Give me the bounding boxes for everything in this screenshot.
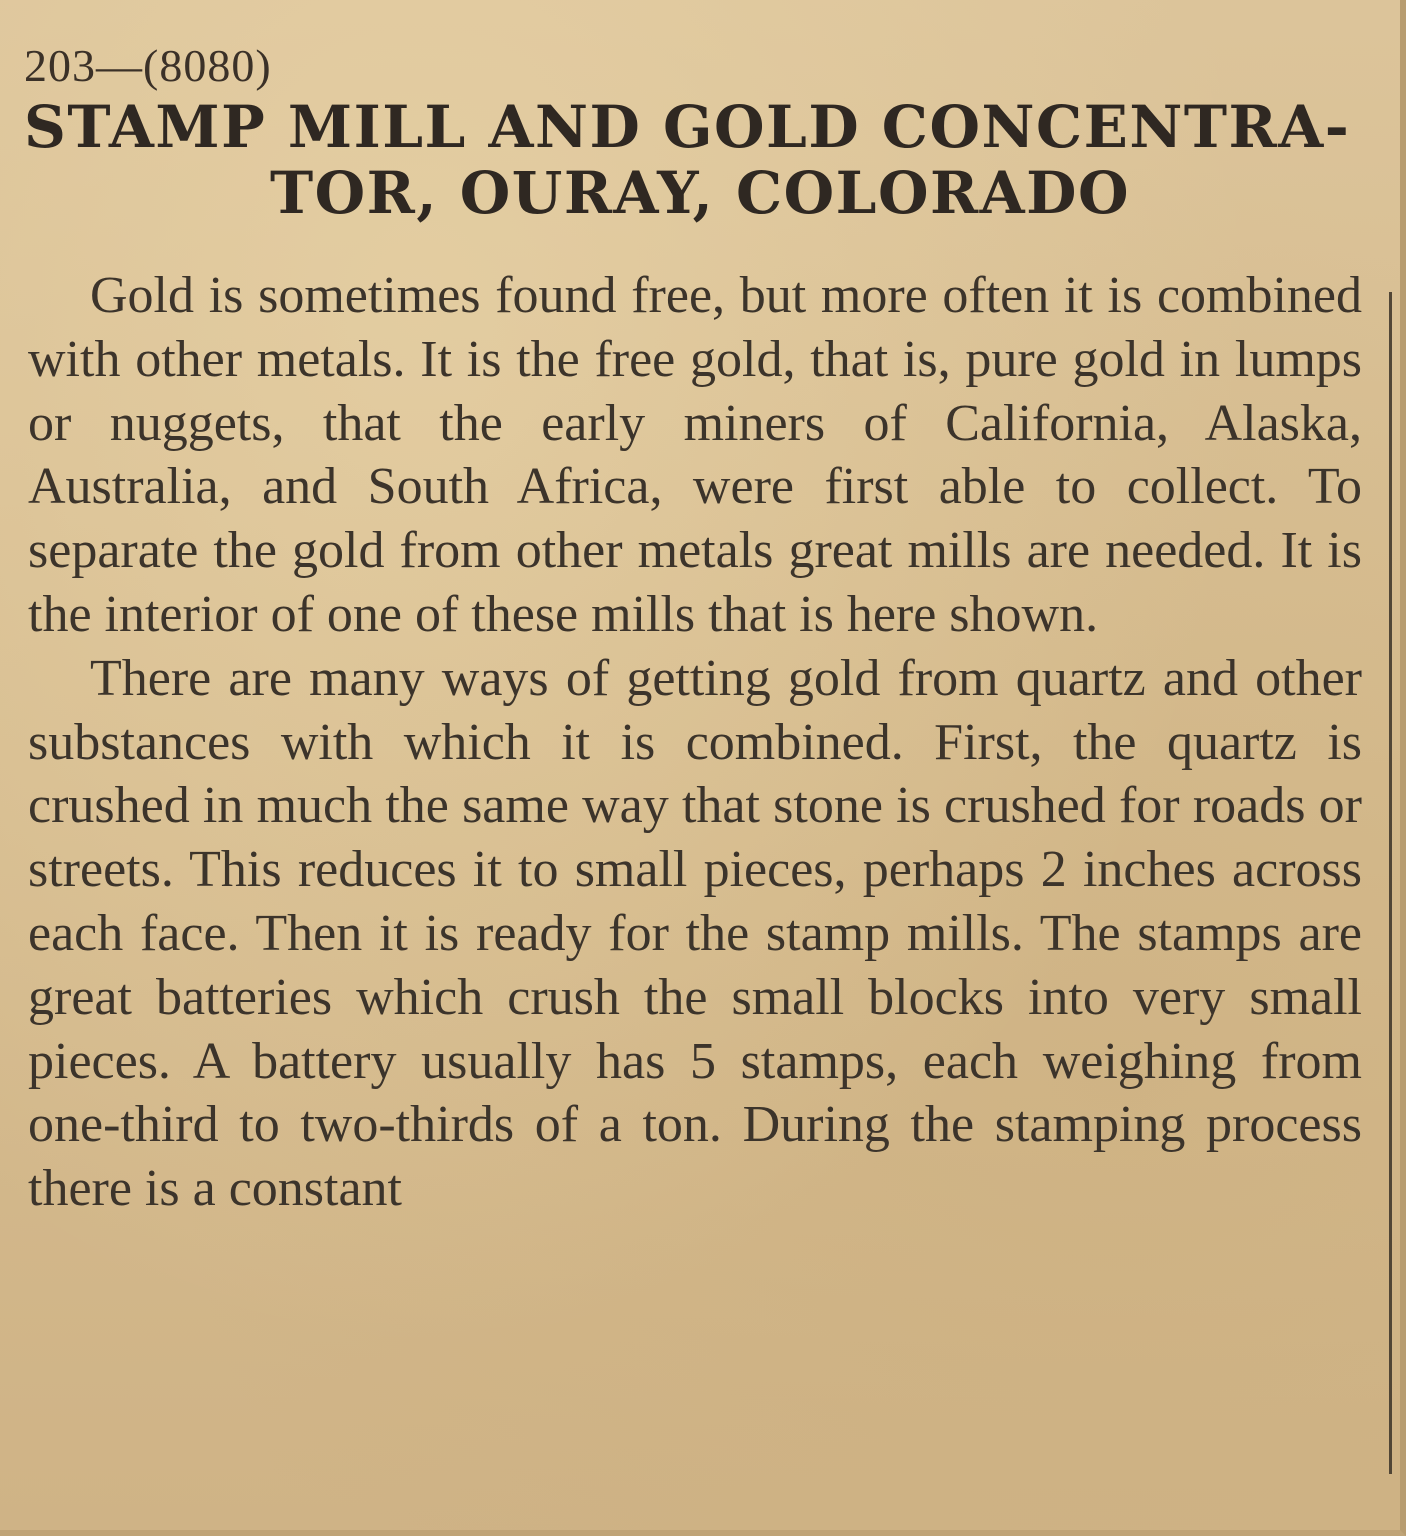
plate-number: 203—(8080) [24, 40, 272, 91]
document-title [20, 94, 1380, 226]
body-text [28, 264, 1362, 1221]
title-line-1: STAMP MILL AND GOLD CONCENTRA- [24, 93, 1351, 161]
right-margin-rule [1389, 292, 1392, 1474]
paragraph-1: Gold is sometimes found free, but more often it is combined with other metals. It is the free gold, that is, pure gold in lumps or nuggets, that the early miners of California, Alaska, Australia, and South Africa, were first able to collect. To separate the gold from other metals great mills are needed. It is the interior of one of these mills that is here shown. [28, 267, 1362, 643]
title-line-2: TOR, OURAY, COLORADO [269, 159, 1130, 227]
paragraph-2: There are many ways of getting gold from quartz and other substances with which it is combined. First, the quartz is crushed in much the same way that stone is crushed for roads or streets. This reduces it to small pieces, perhaps 2 inches across each face. Then it is ready for the stamp mills. The stamps are great batteries which crush the small blocks into very small pieces. A battery usually has 5 stamps, each weighing from one-third to two-thirds of a ton. During the stamping process there is a constant [28, 649, 1362, 1218]
